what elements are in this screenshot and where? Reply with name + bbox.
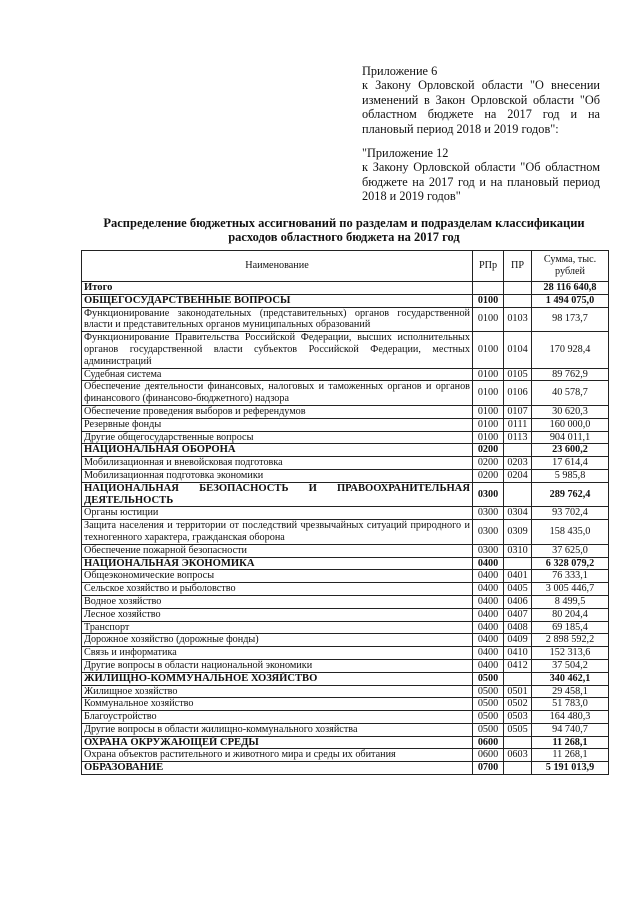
row-sum-cell: 164 480,3 bbox=[532, 711, 609, 724]
row-name-cell: Обеспечение проведения выборов и референдумов bbox=[82, 405, 473, 418]
row-name-cell: Итого bbox=[82, 282, 473, 295]
table-row bbox=[82, 332, 609, 368]
row-name-cell: Лесное хозяйство bbox=[82, 608, 473, 621]
row-rpr-cell: 0500 bbox=[473, 672, 504, 685]
row-name-cell: НАЦИОНАЛЬНАЯ ЭКОНОМИКА bbox=[82, 557, 473, 570]
row-sum-cell: 5 191 013,9 bbox=[532, 762, 609, 775]
budget-allocation-table bbox=[81, 250, 609, 775]
row-pr-cell: 0502 bbox=[504, 698, 532, 711]
table-section-row bbox=[82, 294, 609, 307]
row-pr-cell: 0106 bbox=[504, 381, 532, 406]
row-sum-cell: 37 625,0 bbox=[532, 544, 609, 557]
row-pr-cell: 0409 bbox=[504, 634, 532, 647]
row-rpr-cell: 0100 bbox=[473, 307, 504, 332]
row-sum-cell: 11 268,1 bbox=[532, 749, 609, 762]
row-name-cell: Мобилизационная подготовка экономики bbox=[82, 469, 473, 482]
row-rpr-cell: 0400 bbox=[473, 595, 504, 608]
row-name-cell: Сельское хозяйство и рыболовство bbox=[82, 583, 473, 596]
row-pr-cell: 0401 bbox=[504, 570, 532, 583]
table-section-row bbox=[82, 282, 609, 295]
row-pr-cell bbox=[504, 762, 532, 775]
row-sum-cell: 23 600,2 bbox=[532, 444, 609, 457]
row-sum-cell: 8 499,5 bbox=[532, 595, 609, 608]
row-rpr-cell: 0700 bbox=[473, 762, 504, 775]
row-rpr-cell: 0500 bbox=[473, 711, 504, 724]
row-name-cell: Обеспечение пожарной безопасности bbox=[82, 544, 473, 557]
row-name-cell: Функционирование законодательных (представительных) органов государственной власти и представительных органов муниципальных образований bbox=[82, 307, 473, 332]
table-row bbox=[82, 711, 609, 724]
row-sum-cell: 89 762,9 bbox=[532, 368, 609, 381]
table-row bbox=[82, 544, 609, 557]
row-pr-cell: 0107 bbox=[504, 405, 532, 418]
row-name-cell: Мобилизационная и вневойсковая подготовка bbox=[82, 457, 473, 470]
row-sum-cell: 152 313,6 bbox=[532, 647, 609, 660]
row-pr-cell: 0304 bbox=[504, 507, 532, 520]
table-row bbox=[82, 405, 609, 418]
row-pr-cell bbox=[504, 294, 532, 307]
annex-12-reference bbox=[362, 146, 600, 204]
row-rpr-cell: 0400 bbox=[473, 557, 504, 570]
row-sum-cell: 30 620,3 bbox=[532, 405, 609, 418]
row-name-cell: Связь и информатика bbox=[82, 647, 473, 660]
row-sum-cell: 904 011,1 bbox=[532, 431, 609, 444]
row-rpr-cell: 0400 bbox=[473, 608, 504, 621]
row-name-cell: Дорожное хозяйство (дорожные фонды) bbox=[82, 634, 473, 647]
row-name-cell: ОХРАНА ОКРУЖАЮЩЕЙ СРЕДЫ bbox=[82, 736, 473, 749]
row-sum-cell: 76 333,1 bbox=[532, 570, 609, 583]
table-row bbox=[82, 368, 609, 381]
row-name-cell: Другие общегосударственные вопросы bbox=[82, 431, 473, 444]
row-rpr-cell: 0300 bbox=[473, 520, 504, 545]
row-rpr-cell: 0200 bbox=[473, 444, 504, 457]
column-header-name: Наименование bbox=[82, 251, 473, 282]
row-pr-cell: 0103 bbox=[504, 307, 532, 332]
row-sum-cell: 11 268,1 bbox=[532, 736, 609, 749]
annex-6-description: к Закону Орловской области "О внесении изменений в Закон Орловской области "Об областном бюджете на 2017 год и на плановый период 2018 и 2019 годов": bbox=[362, 78, 600, 136]
table-row bbox=[82, 685, 609, 698]
row-name-cell: Транспорт bbox=[82, 621, 473, 634]
row-pr-cell: 0410 bbox=[504, 647, 532, 660]
table-row bbox=[82, 647, 609, 660]
row-rpr-cell: 0600 bbox=[473, 749, 504, 762]
row-sum-cell: 17 614,4 bbox=[532, 457, 609, 470]
table-row bbox=[82, 507, 609, 520]
row-rpr-cell: 0100 bbox=[473, 381, 504, 406]
row-pr-cell: 0501 bbox=[504, 685, 532, 698]
row-sum-cell: 2 898 592,2 bbox=[532, 634, 609, 647]
row-rpr-cell: 0200 bbox=[473, 457, 504, 470]
table-row bbox=[82, 570, 609, 583]
row-sum-cell: 40 578,7 bbox=[532, 381, 609, 406]
row-pr-cell: 0204 bbox=[504, 469, 532, 482]
row-sum-cell: 28 116 640,8 bbox=[532, 282, 609, 295]
row-pr-cell: 0412 bbox=[504, 659, 532, 672]
column-header-pr: ПР bbox=[504, 251, 532, 282]
row-name-cell: Охрана объектов растительного и животного мира и среды их обитания bbox=[82, 749, 473, 762]
table-row bbox=[82, 520, 609, 545]
row-rpr-cell bbox=[473, 282, 504, 295]
row-sum-cell: 37 504,2 bbox=[532, 659, 609, 672]
row-name-cell: Благоустройство bbox=[82, 711, 473, 724]
table-section-row bbox=[82, 482, 609, 507]
row-pr-cell bbox=[504, 736, 532, 749]
column-header-rpr: РПр bbox=[473, 251, 504, 282]
row-name-cell: ОБРАЗОВАНИЕ bbox=[82, 762, 473, 775]
row-pr-cell: 0105 bbox=[504, 368, 532, 381]
row-rpr-cell: 0300 bbox=[473, 507, 504, 520]
row-rpr-cell: 0400 bbox=[473, 647, 504, 660]
row-sum-cell: 98 173,7 bbox=[532, 307, 609, 332]
annex-12-description: к Закону Орловской области "Об областном бюджете на 2017 год и на плановый период 2018 и 2019 годов" bbox=[362, 160, 600, 204]
table-row bbox=[82, 698, 609, 711]
table-row bbox=[82, 621, 609, 634]
row-pr-cell: 0408 bbox=[504, 621, 532, 634]
row-sum-cell: 94 740,7 bbox=[532, 723, 609, 736]
row-pr-cell: 0310 bbox=[504, 544, 532, 557]
table-row bbox=[82, 457, 609, 470]
row-sum-cell: 29 458,1 bbox=[532, 685, 609, 698]
table-row bbox=[82, 418, 609, 431]
row-sum-cell: 160 000,0 bbox=[532, 418, 609, 431]
row-pr-cell: 0406 bbox=[504, 595, 532, 608]
row-rpr-cell: 0400 bbox=[473, 583, 504, 596]
row-pr-cell: 0203 bbox=[504, 457, 532, 470]
row-rpr-cell: 0100 bbox=[473, 405, 504, 418]
table-section-row bbox=[82, 736, 609, 749]
row-pr-cell bbox=[504, 672, 532, 685]
row-rpr-cell: 0100 bbox=[473, 332, 504, 368]
table-row bbox=[82, 723, 609, 736]
row-rpr-cell: 0400 bbox=[473, 621, 504, 634]
table-row bbox=[82, 595, 609, 608]
row-name-cell: Другие вопросы в области национальной экономики bbox=[82, 659, 473, 672]
row-pr-cell: 0405 bbox=[504, 583, 532, 596]
row-name-cell: Функционирование Правительства Российской Федерации, высших исполнительных органов государственной власти субъектов Российской Федерации, местных администраций bbox=[82, 332, 473, 368]
row-sum-cell: 6 328 079,2 bbox=[532, 557, 609, 570]
row-name-cell: Другие вопросы в области жилищно-коммунального хозяйства bbox=[82, 723, 473, 736]
row-rpr-cell: 0100 bbox=[473, 294, 504, 307]
row-rpr-cell: 0400 bbox=[473, 634, 504, 647]
row-rpr-cell: 0400 bbox=[473, 659, 504, 672]
row-rpr-cell: 0100 bbox=[473, 368, 504, 381]
row-name-cell: ЖИЛИЩНО-КОММУНАЛЬНОЕ ХОЗЯЙСТВО bbox=[82, 672, 473, 685]
annex-12-heading: "Приложение 12 bbox=[362, 146, 449, 160]
row-pr-cell: 0503 bbox=[504, 711, 532, 724]
table-row bbox=[82, 381, 609, 406]
row-name-cell: Судебная система bbox=[82, 368, 473, 381]
table-row bbox=[82, 634, 609, 647]
row-name-cell: Жилищное хозяйство bbox=[82, 685, 473, 698]
row-rpr-cell: 0100 bbox=[473, 431, 504, 444]
row-sum-cell: 158 435,0 bbox=[532, 520, 609, 545]
row-rpr-cell: 0300 bbox=[473, 482, 504, 507]
row-name-cell: Обеспечение деятельности финансовых, налоговых и таможенных органов и органов финансового (финансово-бюджетного) надзора bbox=[82, 381, 473, 406]
annex-6-heading: Приложение 6 bbox=[362, 64, 438, 78]
row-sum-cell: 1 494 075,0 bbox=[532, 294, 609, 307]
table-row bbox=[82, 749, 609, 762]
row-name-cell: Защита населения и территории от последствий чрезвычайных ситуаций природного и техногенного характера, гражданская оборона bbox=[82, 520, 473, 545]
row-rpr-cell: 0400 bbox=[473, 570, 504, 583]
row-sum-cell: 3 005 446,7 bbox=[532, 583, 609, 596]
row-rpr-cell: 0500 bbox=[473, 685, 504, 698]
table-row bbox=[82, 583, 609, 596]
table-row bbox=[82, 659, 609, 672]
row-pr-cell bbox=[504, 282, 532, 295]
row-pr-cell: 0113 bbox=[504, 431, 532, 444]
row-name-cell: НАЦИОНАЛЬНАЯ БЕЗОПАСНОСТЬ И ПРАВООХРАНИТЕЛЬНАЯ ДЕЯТЕЛЬНОСТЬ bbox=[82, 482, 473, 507]
row-rpr-cell: 0200 bbox=[473, 469, 504, 482]
table-section-row bbox=[82, 762, 609, 775]
row-pr-cell: 0104 bbox=[504, 332, 532, 368]
table-section-row bbox=[82, 557, 609, 570]
row-name-cell: Водное хозяйство bbox=[82, 595, 473, 608]
row-pr-cell: 0603 bbox=[504, 749, 532, 762]
row-pr-cell: 0111 bbox=[504, 418, 532, 431]
document-title: Распределение бюджетных ассигнований по разделам и подразделам классификации расходов областного бюджета на 2017 год bbox=[103, 216, 585, 244]
row-pr-cell: 0407 bbox=[504, 608, 532, 621]
table-row bbox=[82, 469, 609, 482]
row-sum-cell: 69 185,4 bbox=[532, 621, 609, 634]
table-row bbox=[82, 307, 609, 332]
row-pr-cell: 0505 bbox=[504, 723, 532, 736]
row-name-cell: Коммунальное хозяйство bbox=[82, 698, 473, 711]
table-header-row bbox=[82, 251, 609, 282]
row-rpr-cell: 0500 bbox=[473, 698, 504, 711]
annex-6-reference bbox=[362, 64, 600, 136]
table-row bbox=[82, 608, 609, 621]
row-sum-cell: 289 762,4 bbox=[532, 482, 609, 507]
row-name-cell: НАЦИОНАЛЬНАЯ ОБОРОНА bbox=[82, 444, 473, 457]
row-pr-cell bbox=[504, 557, 532, 570]
row-pr-cell bbox=[504, 444, 532, 457]
row-sum-cell: 51 783,0 bbox=[532, 698, 609, 711]
column-header-sum: Сумма, тыс. рублей bbox=[532, 251, 609, 282]
row-sum-cell: 5 985,8 bbox=[532, 469, 609, 482]
row-sum-cell: 340 462,1 bbox=[532, 672, 609, 685]
row-sum-cell: 93 702,4 bbox=[532, 507, 609, 520]
row-rpr-cell: 0100 bbox=[473, 418, 504, 431]
row-sum-cell: 80 204,4 bbox=[532, 608, 609, 621]
table-body bbox=[82, 282, 609, 775]
row-rpr-cell: 0500 bbox=[473, 723, 504, 736]
table-section-row bbox=[82, 672, 609, 685]
row-name-cell: Органы юстиции bbox=[82, 507, 473, 520]
row-sum-cell: 170 928,4 bbox=[532, 332, 609, 368]
row-rpr-cell: 0600 bbox=[473, 736, 504, 749]
table-row bbox=[82, 431, 609, 444]
row-pr-cell: 0309 bbox=[504, 520, 532, 545]
row-name-cell: ОБЩЕГОСУДАРСТВЕННЫЕ ВОПРОСЫ bbox=[82, 294, 473, 307]
row-pr-cell bbox=[504, 482, 532, 507]
row-rpr-cell: 0300 bbox=[473, 544, 504, 557]
row-name-cell: Общеэкономические вопросы bbox=[82, 570, 473, 583]
table-section-row bbox=[82, 444, 609, 457]
row-name-cell: Резервные фонды bbox=[82, 418, 473, 431]
